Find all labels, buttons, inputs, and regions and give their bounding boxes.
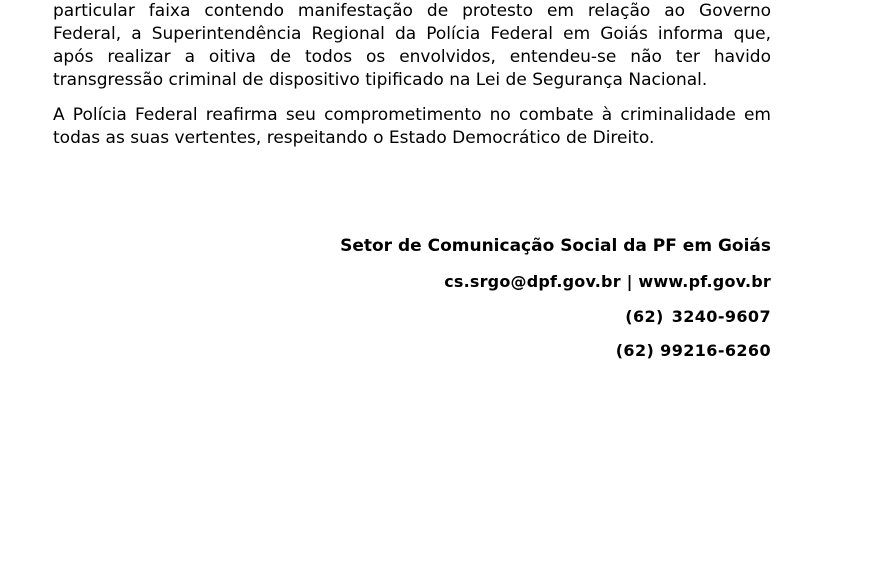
text-line: particular faixa contendo manifestação de protesto em relação ao Governo	[53, 1, 771, 21]
text-line: após realizar a oitiva de todos os envolvidos, entendeu-se não ter havido	[53, 47, 771, 67]
signature-contact: cs.srgo@dpf.gov.br | www.pf.gov.br	[444, 272, 771, 291]
text-line: Federal, a Superintendência Regional da Polícia Federal em Goiás informa que,	[53, 24, 771, 44]
signature-title: Setor de Comunicação Social da PF em Goiás	[340, 236, 771, 256]
paragraph-commitment	[53, 104, 771, 150]
paragraph-investigation-result	[53, 0, 771, 92]
signature-phone-mobile: (62) 99216-6260	[615, 341, 771, 360]
text-line: todas as suas vertentes, respeitando o Estado Democrático de Direito.	[53, 128, 655, 148]
text-line: transgressão criminal de dispositivo tipificado na Lei de Segurança Nacional.	[53, 70, 708, 90]
signature-phone-landline: (62) 3240-9607	[625, 307, 771, 326]
text-line: A Polícia Federal reafirma seu comprometimento no combate à criminalidade em	[53, 105, 771, 125]
